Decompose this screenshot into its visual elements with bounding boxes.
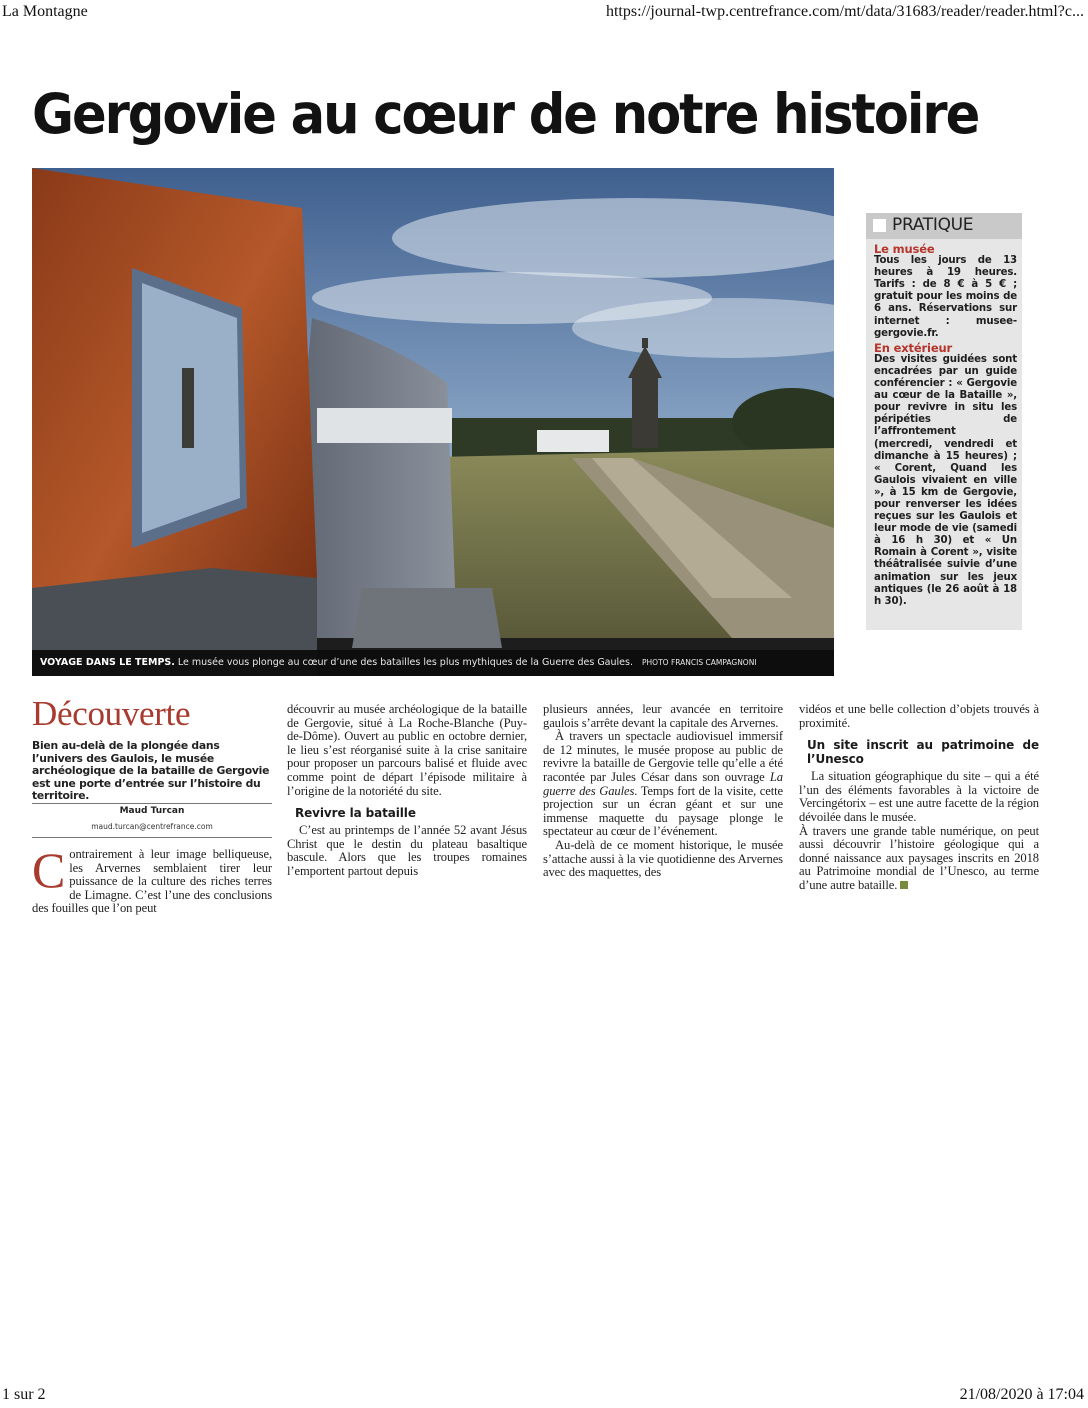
- article-chapo: Bien au-delà de la plongée dans l’univers des Gaulois, le musée archéologique de la bataille de Gergovie est une porte d’entrée sur l’histoire du territoire.: [32, 739, 270, 803]
- print-header-site: La Montagne: [2, 3, 88, 20]
- pratique-text-exterieur: Des visites guidées sont encadrées par un guide conférencier : « Gergovie au cœur de la Bataille », pour revivre in situ les péripéties de l’affrontement (mercredi, vendredi et dimanche à 15 heures) ; « Corent, Quand les Gaulois vivaient en ville », à 15 km de Gergovie, pour renverser les idées reçues sur les Gaulois et leur mode de vie (samedi à 16 h 30) et « Un Romain à Corent », visite théâtralisée suivie d’une animation sur les jeux antiques (le 26 août à 18 h 30).: [874, 353, 1017, 607]
- col3-paragraph-3: Au-delà de ce moment historique, le musée s’attache aussi à la vie quotidienne des Arvernes avec des maquettes, des: [543, 837, 783, 880]
- col3-paragraph-1: plusieurs années, leur avancée en territoire gaulois s’arrête devant la capitale des Arvernes.: [543, 702, 783, 730]
- col3-paragraph-2: [543, 730, 783, 839]
- pratique-heading-exterieur: En extérieur: [874, 340, 953, 355]
- pratique-box: [866, 213, 1022, 630]
- caption-lead: VOYAGE DANS LE TEMPS.: [40, 657, 175, 668]
- article-column-1: [32, 842, 272, 916]
- print-footer-date: 21/08/2020 à 17:04: [959, 1386, 1084, 1403]
- col2-paragraph-1: découvrir au musée archéologique de la bataille de Gergovie, situé à La Roche-Blanche (Puy-de-Dôme). Ouvert au public en octobre dernier, le lieu s’est réorganisé suite à la crise sanitaire pour proposer un parcours balisé et fluide avec comme point de départ l’épisode militaire à l’origine de la notoriété du site.: [287, 702, 527, 798]
- print-footer-page: 1 sur 2: [2, 1386, 46, 1403]
- pratique-title: PRATIQUE: [892, 215, 974, 235]
- subhead-unesco: Un site inscrit au patrimoine de l’Unesco: [807, 738, 1039, 767]
- divider: [32, 803, 272, 804]
- col4-paragraph-2: La situation géographique du site – qui a été l’un des éléments favorables à la victoire de Vercingétorix – est une autre facette de la région dévoilée dans le musée.: [799, 769, 1039, 824]
- subhead-revivre: Revivre la bataille: [295, 806, 416, 821]
- square-icon: [873, 219, 886, 232]
- section-title: Découverte: [32, 694, 191, 733]
- pratique-heading-musee: Le musée: [874, 242, 935, 256]
- col4-text: À travers une grande table numérique, on peut aussi découvrir l’histoire géologique qui a donné naissance aux paysages inscrits en 2018 au Patrimoine mondial de l’Unesco, au terme d’une autre bataille.: [799, 823, 1039, 892]
- article-photo: [32, 168, 834, 676]
- col4-paragraph-1: vidéos et une belle collection d’objets trouvés à proximité.: [799, 702, 1039, 730]
- photo-caption: [32, 650, 834, 676]
- pratique-content: [874, 241, 1017, 610]
- pratique-tab: [866, 213, 1022, 239]
- article-column-4: [799, 703, 1039, 893]
- pratique-text-musee: Tous les jours de 13 heures à 19 heures. Tarifs : de 8 € à 5 € ; gratuit pour les moins de 6 ans. Réservations sur internet : musee-gergovie.fr.: [874, 255, 1017, 339]
- col3-text-b: . Temps fort de la visite, cette projection sur un écran géant et sur une immense maquette du paysage plonge le spectateur au cœur de l’événement.: [543, 783, 784, 839]
- divider: [32, 837, 272, 838]
- book-title: La guerre des Gaules: [543, 769, 783, 798]
- col4-paragraph-3: [799, 825, 1039, 893]
- photo-credit: PHOTO FRANCIS CAMPAGNONI: [642, 658, 757, 667]
- col3-text-a: À travers un spectacle audiovisuel immersif de 12 minutes, le musée propose au public de revivre la bataille de Gergovie telle qu’elle a été racontée par Jules César dans son ouvrage: [543, 729, 783, 784]
- author-name: Maud Turcan: [119, 806, 185, 816]
- print-header-url: https://journal-twp.centrefrance.com/mt/data/31683/reader/reader.html?c...: [605, 3, 1084, 20]
- col2-paragraph-2: C’est au printemps de l’année 52 avant Jésus Christ que le destin du plateau basaltique bascule. Alors que les troupes romaines l’emportent partout depuis: [287, 823, 527, 878]
- article-column-3: [543, 703, 783, 880]
- author-email: maud.turcan@centrefrance.com: [91, 822, 213, 831]
- col1-text: ontrairement à leur image belliqueuse, les Arvernes semblaient tirer leur puissance de la culture des riches terres de Limagne. C’est l’une des conclusions des fouilles que l’on peut: [32, 847, 272, 916]
- headline: Gergovie au cœur de notre histoire: [32, 82, 979, 146]
- end-mark-icon: [900, 881, 908, 889]
- article-column-2: [287, 703, 527, 879]
- caption-text: Le musée vous plonge au cœur d’une des batailles les plus mythiques de la Guerre des Gaules.: [177, 657, 633, 668]
- drop-cap: C: [32, 842, 66, 898]
